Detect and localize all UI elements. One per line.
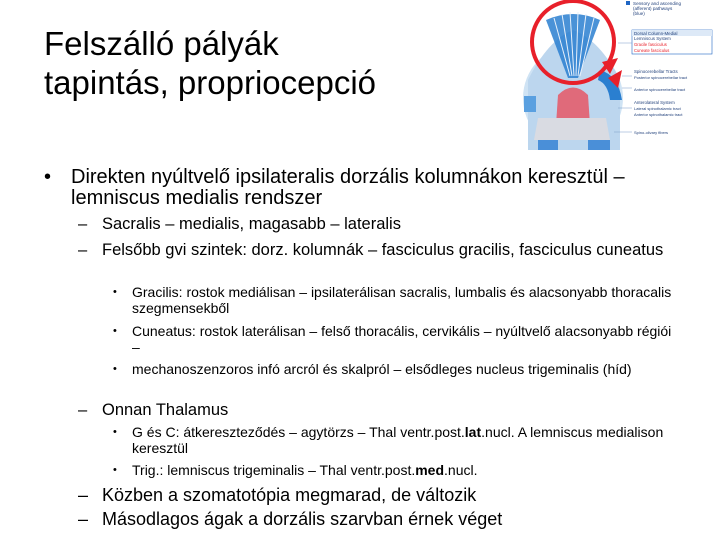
- bullet-dorsal-column: [44, 167, 684, 209]
- legend-line-2: (afferent) pathways: [633, 6, 673, 11]
- title-line-2: tapintás, propriocepció: [44, 64, 377, 101]
- text-part: .nucl.: [444, 462, 478, 478]
- subsubbullet-text: [132, 462, 678, 478]
- legend-line-9: Posterior spinocerebellar tract: [634, 75, 688, 80]
- legend-line-3: (blue): [633, 11, 645, 16]
- dash-glyph: –: [78, 485, 89, 505]
- legend-line-14: Spino-olivary fibers: [634, 130, 669, 135]
- dash-glyph: –: [78, 215, 88, 233]
- legend-line-6: Gracile fasciculus: [634, 42, 667, 47]
- legend-line-10: Anterior spinocerebellar tract: [634, 87, 686, 92]
- subbullet-text: Közben a szomatotópia megmarad, de változik: [102, 485, 477, 505]
- subbullet-text: Onnan Thalamus: [102, 401, 229, 419]
- legend-line-4: Dorsal Column-Medial: [634, 31, 678, 36]
- subbullet-sacralis: [78, 215, 678, 233]
- text-bold: lat: [464, 424, 482, 440]
- bullet-glyph: •: [113, 363, 117, 375]
- subsubbullet-text: [132, 424, 678, 456]
- subsubbullet-trigeminal: [113, 462, 678, 478]
- bullet-glyph: •: [113, 325, 117, 337]
- subbullet-text: Sacralis – medialis, magasabb – lateralis: [102, 215, 401, 233]
- subbullet-text: Felsőbb gvi szintek: dorz. kolumnák – fasciculus gracilis, fasciculus cuneatus: [102, 241, 664, 259]
- bullet-glyph: •: [113, 464, 117, 476]
- subsubbullet-text: mechanoszenzoros infó arcról és skalpról – elsődleges nucleus trigeminalis (híd): [132, 361, 632, 377]
- legend-line-5: Lemniscus System: [634, 36, 671, 41]
- legend-line-12: Lateral spinothalamic tract: [634, 106, 681, 111]
- text-part: G és C: átkereszteződés – agytörzs – Thal ventr.post.: [132, 424, 465, 440]
- subbullet-secondary-branches: [78, 508, 698, 530]
- legend-line-1: Sensory and ascending: [633, 1, 682, 6]
- subsubbullet-gc-decussation: [113, 424, 678, 456]
- dash-glyph: –: [78, 241, 88, 259]
- text-part: .nucl. A lemniscus medialison keresztül: [132, 424, 664, 456]
- subbullet-text: Másodlagos ágak a dorzális szarvban érnek véget: [102, 509, 503, 529]
- subsubbullet-text: Gracilis: rostok mediálisan – ipsilaterálisan sacralis, lumbalis és alacsonyabb thoracalis szegmensekből: [132, 284, 672, 316]
- legend-line-11: Anterolateral System: [634, 100, 675, 105]
- subbullet-thalamus: [78, 401, 678, 419]
- subsubbullet-mechanosensory: [113, 361, 678, 377]
- bullet-glyph: •: [113, 426, 117, 438]
- dash-glyph: –: [78, 401, 88, 419]
- subsubbullet-cuneatus: [113, 323, 678, 355]
- bullet-text: Direkten nyúltvelő ipsilateralis dorzális kolumnákon keresztül – lemniscus medialis rendszer: [71, 166, 625, 209]
- subsubbullet-text: Cuneatus: rostok laterálisan – felső thoracális, cervikális – nyúltvelő alacsonyabb régiói –: [132, 323, 672, 355]
- text-bold: med: [415, 462, 445, 478]
- text-part: Trig.: lemniscus trigeminalis – Thal ventr.post.: [132, 462, 416, 478]
- subbullet-somatotopy: [78, 484, 698, 506]
- legend-line-7: Cuneate fasciculus: [634, 48, 670, 53]
- legend-line-8: Spinocerebellar Tracts: [634, 69, 678, 74]
- bullet-glyph: •: [44, 166, 52, 188]
- subbullet-upper-levels: [78, 241, 678, 259]
- dash-glyph: –: [78, 509, 89, 529]
- legend-line-13: Anterior spinothalamic tract: [634, 112, 683, 117]
- title-line-1: Felszálló pályák: [44, 25, 279, 62]
- bullet-glyph: •: [113, 286, 117, 298]
- subsubbullet-gracilis: [113, 284, 678, 316]
